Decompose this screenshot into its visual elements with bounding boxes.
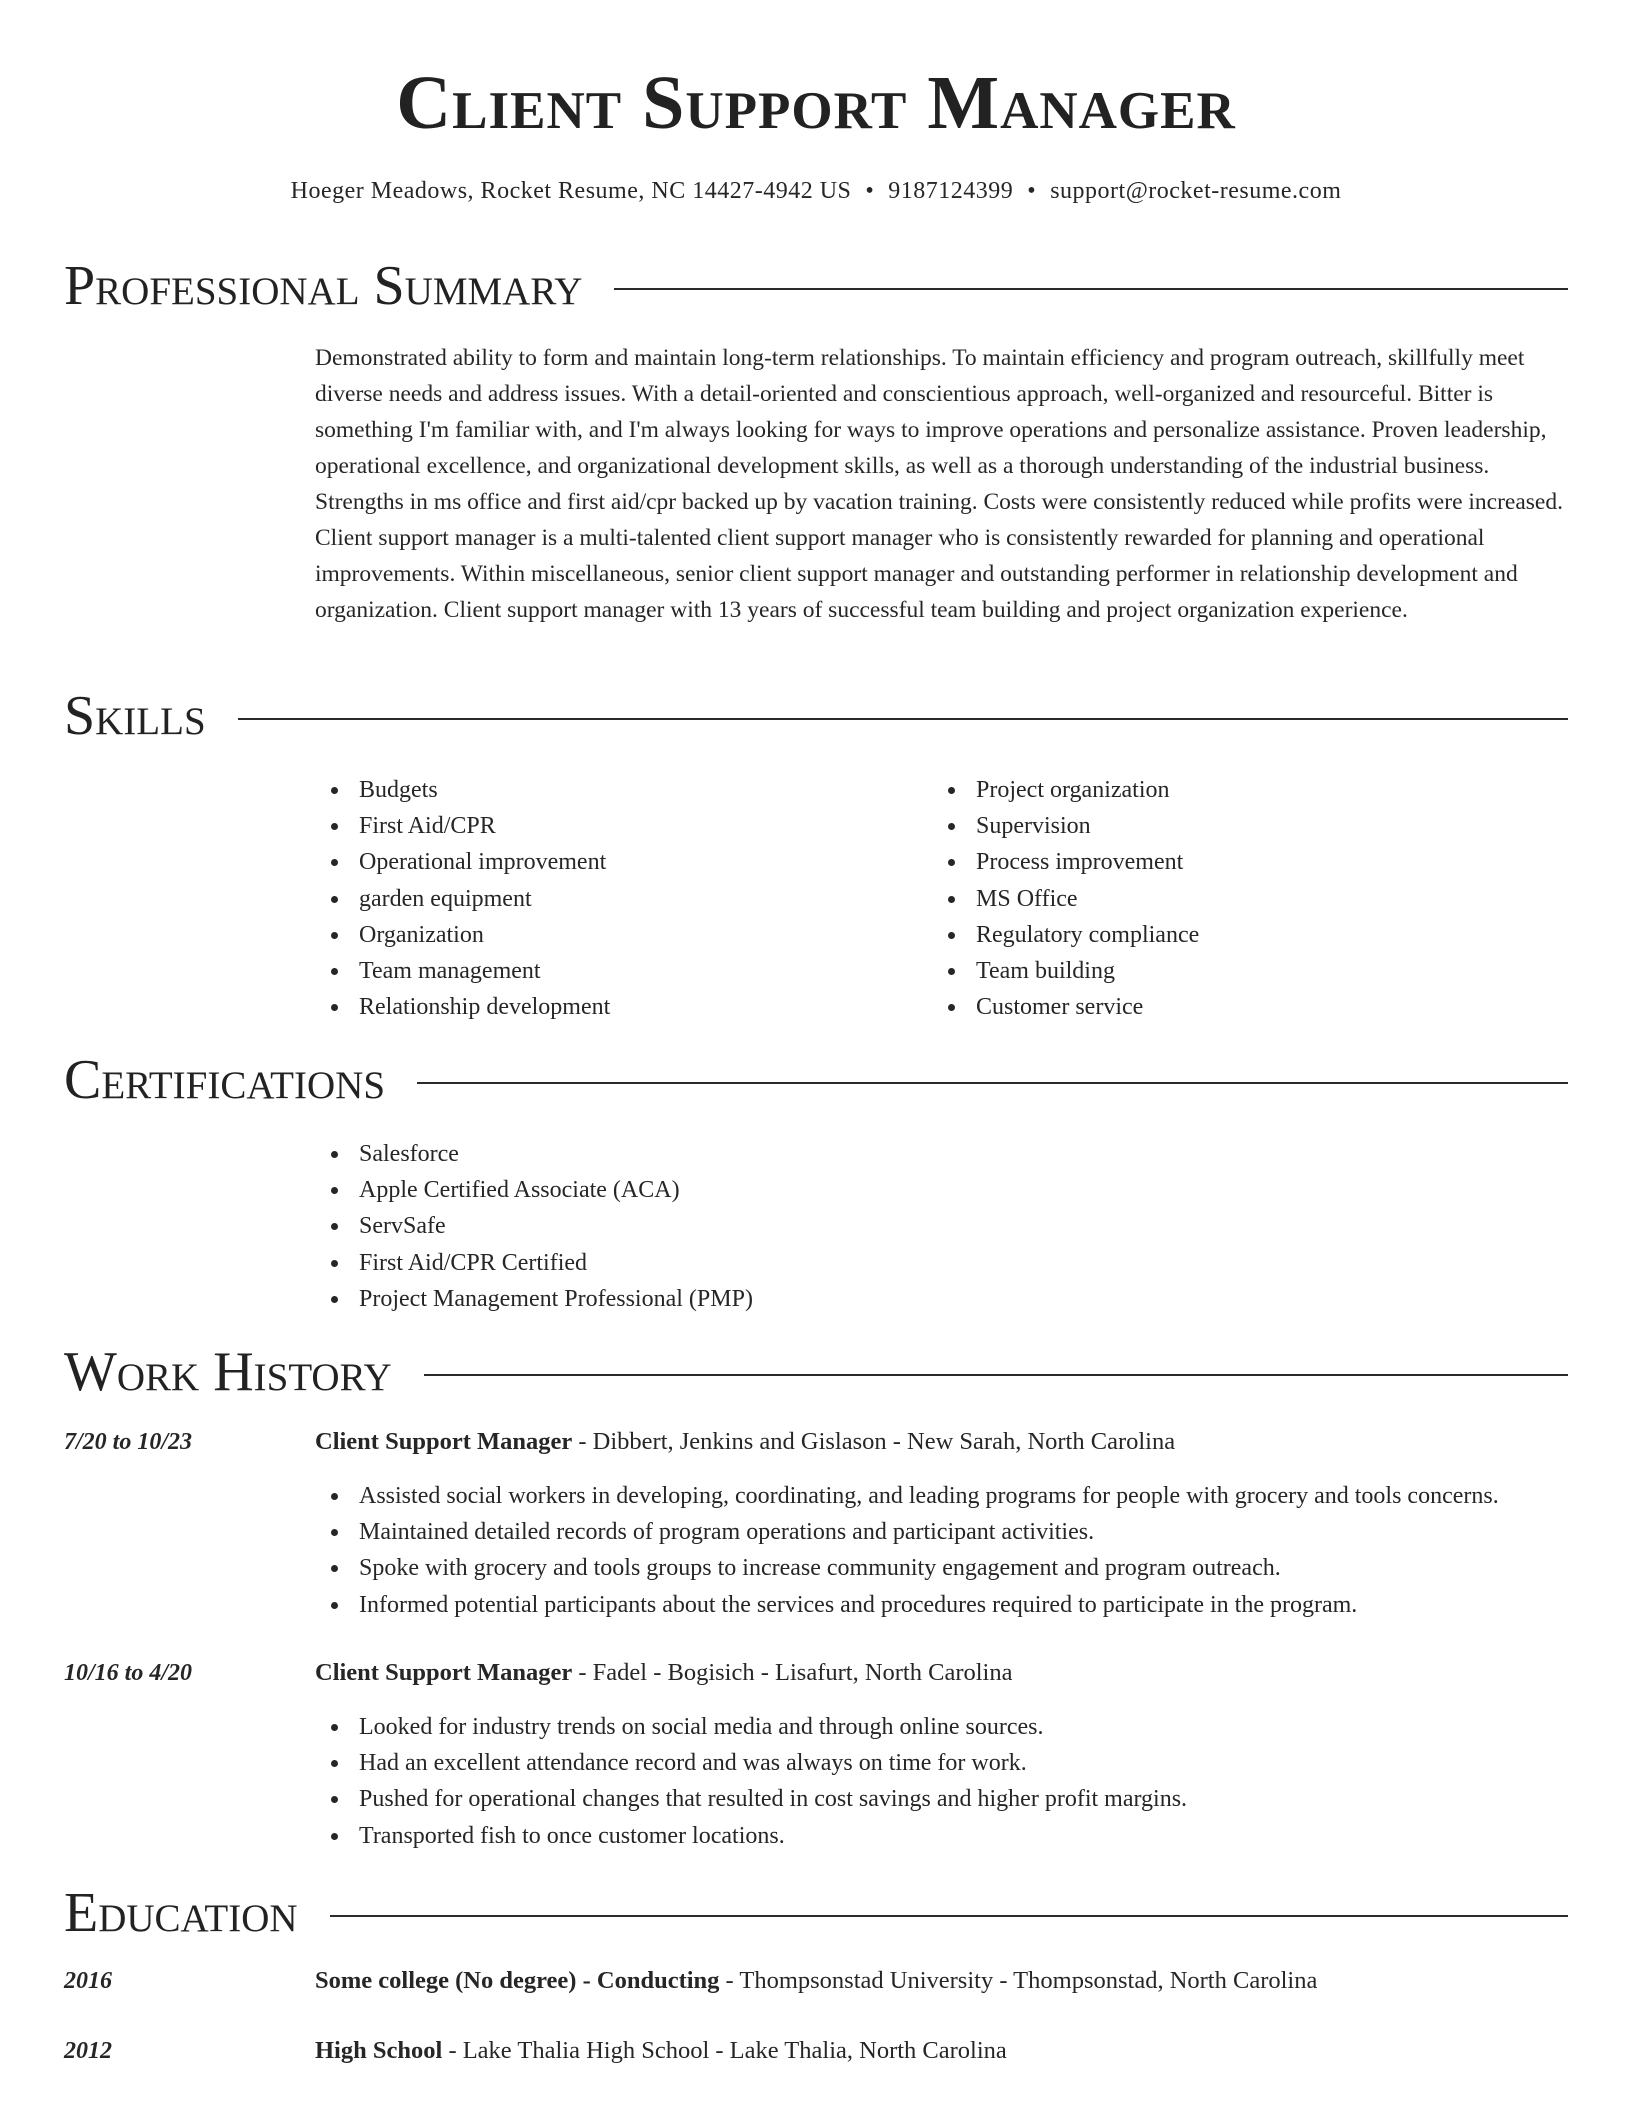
contact-separator: • (865, 178, 875, 204)
skill-item: Process improvement (932, 844, 1532, 880)
job-details: - Dibbert, Jenkins and Gislason - New Sarah, North Carolina (572, 1428, 1176, 1455)
job-bullet: Maintained detailed records of program operations and participant activities. (315, 1514, 1575, 1550)
skill-item: Customer service (932, 989, 1532, 1025)
certifications-list (315, 1136, 1215, 1317)
certifications-title: Certifications (64, 1049, 386, 1111)
skill-item: Budgets (315, 772, 915, 808)
skill-item: Project organization (932, 772, 1532, 808)
summary-title: Professional Summary (64, 255, 583, 317)
job-dates: 10/16 to 4/20 (64, 1660, 193, 1686)
skill-item: Team management (315, 953, 915, 989)
skill-item: Operational improvement (315, 844, 915, 880)
job-bullet: Pushed for operational changes that resulted in cost savings and higher profit margins. (315, 1781, 1575, 1817)
job-heading (315, 1427, 1175, 1457)
skill-item: garden equipment (315, 881, 915, 917)
skill-item: First Aid/CPR (315, 808, 915, 844)
education-section-heading (64, 1883, 1568, 1943)
section-divider (614, 288, 1568, 290)
certifications-section-heading (64, 1050, 1568, 1110)
section-divider (330, 1915, 1568, 1917)
section-divider (417, 1082, 1568, 1084)
certification-item: Apple Certified Associate (ACA) (315, 1172, 1215, 1208)
education-entry (315, 2036, 1007, 2066)
summary-section-heading (64, 256, 1568, 316)
skills-list-right (932, 772, 1532, 1025)
skill-item: Supervision (932, 808, 1532, 844)
skill-item: Relationship development (315, 989, 915, 1025)
certification-item: Salesforce (315, 1136, 1215, 1172)
job-bullet: Looked for industry trends on social media and through online sources. (315, 1709, 1575, 1745)
job-bullet: Informed potential participants about the services and procedures required to participate in the program. (315, 1587, 1575, 1623)
skill-item: Organization (315, 917, 915, 953)
certification-item: First Aid/CPR Certified (315, 1245, 1215, 1281)
contact-email: support@rocket-resume.com (1050, 178, 1342, 204)
job-bullet: Assisted social workers in developing, coordinating, and leading programs for people with grocery and tools concerns. (315, 1478, 1575, 1514)
skills-list-left (315, 772, 915, 1025)
skill-item: Team building (932, 953, 1532, 989)
contact-address: Hoeger Meadows, Rocket Resume, NC 14427-4942 US (290, 178, 852, 204)
skill-item: Regulatory compliance (932, 917, 1532, 953)
certification-item: ServSafe (315, 1208, 1215, 1244)
job-responsibilities (315, 1478, 1575, 1623)
education-details: - Lake Thalia High School - Lake Thalia, North Carolina (442, 2037, 1007, 2064)
job-details: - Fadel - Bogisich - Lisafurt, North Carolina (572, 1659, 1013, 1686)
skills-section-heading (64, 686, 1568, 746)
education-degree: High School (315, 2037, 443, 2064)
skills-title: Skills (64, 685, 206, 747)
job-role: Client Support Manager (315, 1428, 573, 1455)
education-title: Education (64, 1882, 298, 1944)
summary-text: Demonstrated ability to form and maintain long-term relationships. To maintain efficiency and program outreach, skillfully meet diverse needs and address issues. With a detail-oriented and conscientious approach, well-organized and resourceful. Bitter is something I'm familiar with, and I'm always looking for ways to improve operations and personalize assistance. Proven leadership, operational excellence, and organizational development skills, as well as a thorough understanding of the industrial business. Strengths in ms office and first aid/cpr backed up by vacation training. Costs were consistently reduced while profits were increased. Client support manager is a multi-talented client support manager who is consistently rewarded for planning and operational improvements. Within miscellaneous, senior client support manager and outstanding performer in relationship development and organization. Client support manager with 13 years of successful team building and project organization experience. (315, 345, 1563, 623)
education-year: 2016 (64, 1968, 112, 1994)
work-title: Work History (64, 1341, 392, 1403)
education-degree: Some college (No degree) - Conducting (315, 1967, 720, 1994)
education-year: 2012 (64, 2038, 112, 2064)
resume-name-title: Client Support Manager (396, 61, 1236, 145)
job-bullet: Transported fish to once customer locations. (315, 1818, 1575, 1854)
education-details: - Thompsonstad University - Thompsonstad, North Carolina (719, 1967, 1318, 1994)
job-heading (315, 1658, 1012, 1688)
work-section-heading (64, 1342, 1568, 1402)
contact-separator: • (1027, 178, 1037, 204)
job-responsibilities (315, 1709, 1575, 1854)
contact-phone: 9187124399 (888, 178, 1014, 204)
job-dates: 7/20 to 10/23 (64, 1429, 193, 1455)
contact-line (0, 176, 1632, 206)
certification-item: Project Management Professional (PMP) (315, 1281, 1215, 1317)
job-bullet: Spoke with grocery and tools groups to increase community engagement and program outreach. (315, 1550, 1575, 1586)
section-divider (238, 718, 1568, 720)
job-bullet: Had an excellent attendance record and was always on time for work. (315, 1745, 1575, 1781)
section-divider (424, 1374, 1568, 1376)
skill-item: MS Office (932, 881, 1532, 917)
job-role: Client Support Manager (315, 1659, 573, 1686)
education-entry (315, 1966, 1317, 1996)
